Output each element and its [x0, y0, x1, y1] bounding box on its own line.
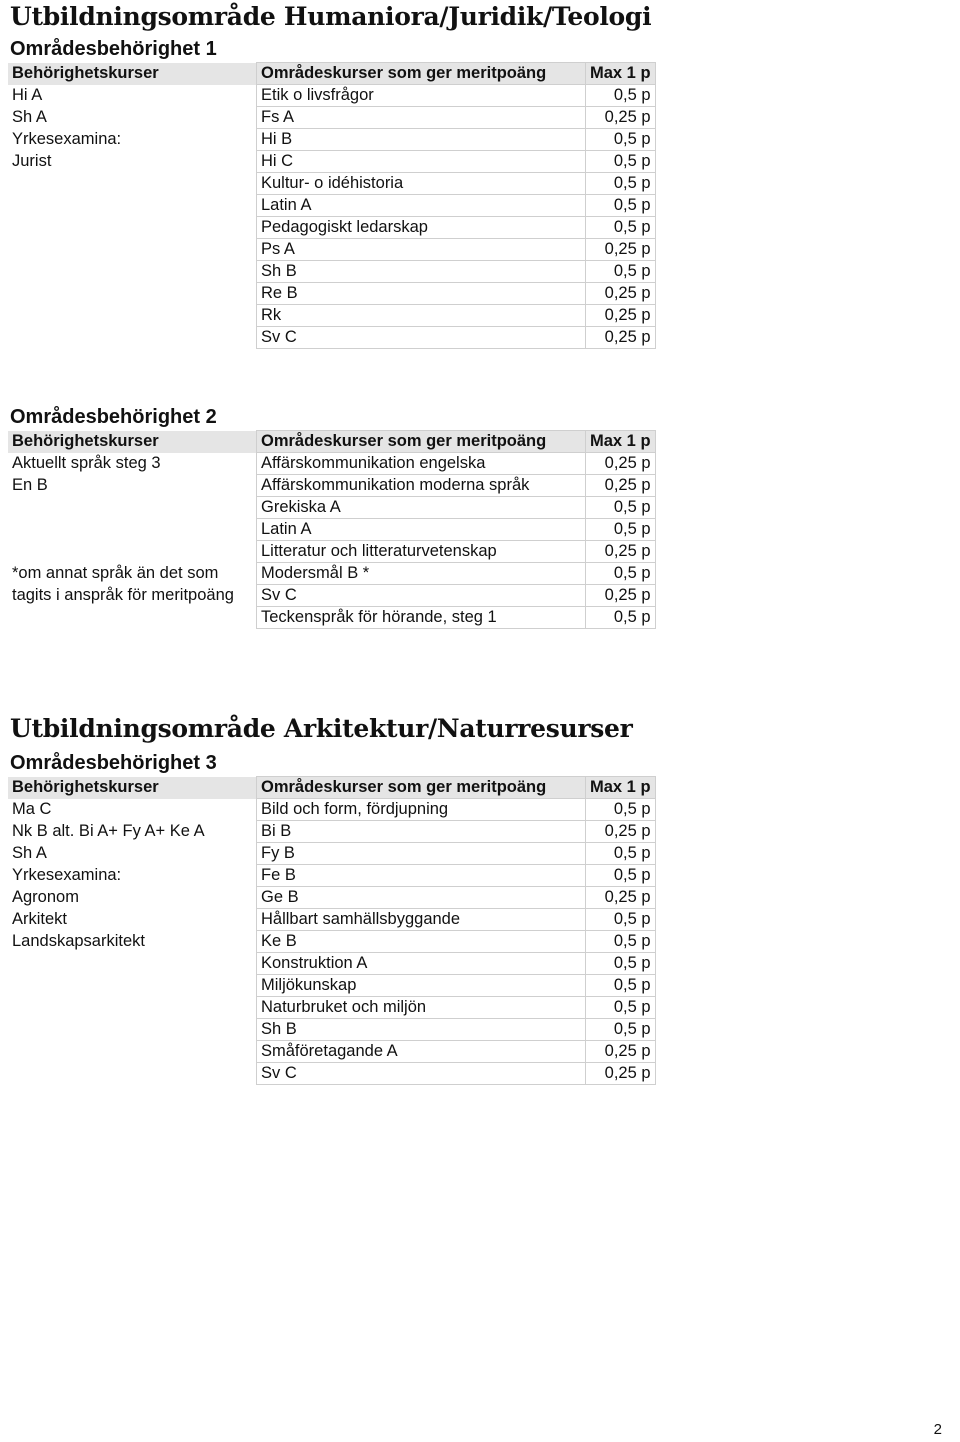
requirement-cell: Sh A: [12, 108, 47, 126]
table-row: [8, 475, 655, 497]
column-header-omradeskurser: Områdeskurser som ger meritpoäng: [257, 777, 586, 799]
requirement-cell: Yrkesexamina:: [12, 130, 122, 148]
table-row: [8, 931, 655, 953]
table-row: [8, 85, 655, 107]
points-cell: 0,5 p: [586, 195, 656, 217]
table-row: [8, 129, 655, 151]
table-row: [8, 1019, 655, 1041]
table-row: [8, 497, 655, 519]
requirement-cell: [8, 975, 257, 997]
points-cell: 0,25 p: [586, 541, 656, 563]
course-cell: Naturbruket och miljön: [257, 997, 586, 1019]
table-row: [8, 909, 655, 931]
column-header-max: Max 1 p: [586, 63, 656, 85]
course-cell: Litteratur och litteraturvetenskap: [257, 541, 586, 563]
points-cell: 0,25 p: [586, 475, 656, 497]
table-row: [8, 975, 655, 997]
table-row: [8, 887, 655, 909]
course-cell: Ps A: [257, 239, 586, 261]
requirement-cell: [8, 953, 257, 975]
table-row: [8, 585, 655, 607]
requirement-cell: Landskapsarkitekt: [12, 932, 145, 950]
table-row: [8, 151, 655, 173]
table-row: [8, 327, 655, 349]
area-title-3: Områdesbehörighet 3: [10, 752, 217, 774]
table-row: [8, 261, 655, 283]
section-title-arkitektur: Utbildningsområde Arkitektur/Naturresurser: [10, 714, 633, 743]
column-header-max: Max 1 p: [586, 431, 656, 453]
course-cell: Ke B: [257, 931, 586, 953]
course-cell: Ge B: [257, 887, 586, 909]
table-header-row: [8, 63, 655, 85]
table-row: [8, 173, 655, 195]
points-cell: 0,5 p: [586, 217, 656, 239]
points-cell: 0,5 p: [586, 129, 656, 151]
course-cell: Småföretagande A: [257, 1041, 586, 1063]
requirement-cell: Sh A: [12, 844, 47, 862]
table-row: [8, 821, 655, 843]
requirement-cell: Yrkesexamina:: [12, 866, 122, 884]
points-cell: 0,5 p: [586, 1019, 656, 1041]
requirement-cell: [8, 195, 257, 217]
points-cell: 0,25 p: [586, 327, 656, 349]
course-cell: Latin A: [257, 195, 586, 217]
table-row: [8, 563, 655, 585]
table-row: [8, 799, 655, 821]
points-cell: 0,5 p: [586, 843, 656, 865]
points-cell: 0,5 p: [586, 975, 656, 997]
table-row: [8, 953, 655, 975]
table-row: [8, 865, 655, 887]
requirement-cell: [8, 519, 257, 541]
points-cell: 0,5 p: [586, 997, 656, 1019]
course-cell: Hi C: [257, 151, 586, 173]
requirement-cell: [8, 997, 257, 1019]
table-row: [8, 519, 655, 541]
area-table-1: [8, 62, 656, 349]
requirement-cell: Hi A: [12, 86, 43, 104]
column-header-behorighetskurser: Behörighetskurser: [8, 431, 257, 453]
requirement-cell: Agronom: [12, 888, 79, 906]
table-row: [8, 217, 655, 239]
requirement-cell: [8, 327, 257, 349]
points-cell: 0,5 p: [586, 865, 656, 887]
requirement-cell: [8, 497, 257, 519]
table-row: [8, 997, 655, 1019]
course-cell: Sv C: [257, 327, 586, 349]
requirement-cell: Aktuellt språk steg 3: [12, 454, 161, 472]
points-cell: 0,5 p: [586, 151, 656, 173]
table-row: [8, 453, 655, 475]
requirement-cell: [8, 239, 257, 261]
points-cell: 0,5 p: [586, 953, 656, 975]
area-table-2: [8, 430, 656, 629]
course-cell: Teckenspråk för hörande, steg 1: [257, 607, 586, 629]
points-cell: 0,5 p: [586, 909, 656, 931]
course-cell: Miljökunskap: [257, 975, 586, 997]
course-cell: Bild och form, fördjupning: [257, 799, 586, 821]
course-cell: Fy B: [257, 843, 586, 865]
course-cell: Bi B: [257, 821, 586, 843]
requirement-cell: [8, 1063, 257, 1085]
column-header-behorighetskurser: Behörighetskurser: [8, 63, 257, 85]
course-cell: Pedagogiskt ledarskap: [257, 217, 586, 239]
course-cell: Affärskommunikation moderna språk: [257, 475, 586, 497]
course-cell: Affärskommunikation engelska: [257, 453, 586, 475]
requirement-cell: [8, 217, 257, 239]
points-cell: 0,25 p: [586, 305, 656, 327]
course-table: [8, 62, 656, 349]
course-cell: Grekiska A: [257, 497, 586, 519]
points-cell: 0,25 p: [586, 453, 656, 475]
table-header-row: [8, 431, 655, 453]
area-table-3: [8, 776, 656, 1085]
table-header-row: [8, 777, 655, 799]
requirement-cell: tagits i anspråk för meritpoäng: [12, 586, 234, 604]
course-table: [8, 776, 656, 1085]
points-cell: 0,5 p: [586, 563, 656, 585]
requirement-cell: En B: [12, 476, 48, 494]
points-cell: 0,25 p: [586, 239, 656, 261]
requirement-cell: [8, 283, 257, 305]
table-row: [8, 843, 655, 865]
requirement-cell: [8, 1019, 257, 1041]
points-cell: 0,25 p: [586, 283, 656, 305]
requirement-cell: [8, 541, 257, 563]
area-title-2: Områdesbehörighet 2: [10, 406, 217, 428]
requirement-cell: [8, 607, 257, 629]
points-cell: 0,5 p: [586, 497, 656, 519]
table-row: [8, 607, 655, 629]
requirement-cell: Nk B alt. Bi A+ Fy A+ Ke A: [12, 822, 205, 840]
column-header-max: Max 1 p: [586, 777, 656, 799]
points-cell: 0,5 p: [586, 173, 656, 195]
course-table: [8, 430, 656, 629]
table-row: [8, 1041, 655, 1063]
points-cell: 0,5 p: [586, 519, 656, 541]
course-cell: Rk: [257, 305, 586, 327]
requirement-cell: *om annat språk än det som: [12, 564, 219, 582]
points-cell: 0,25 p: [586, 821, 656, 843]
requirement-cell: [8, 1041, 257, 1063]
requirement-cell: Ma C: [12, 800, 52, 818]
course-cell: Konstruktion A: [257, 953, 586, 975]
course-cell: Latin A: [257, 519, 586, 541]
area-title-1: Områdesbehörighet 1: [10, 38, 217, 60]
section-title-humaniora: Utbildningsområde Humaniora/Juridik/Teologi: [10, 2, 652, 31]
requirement-cell: [8, 173, 257, 195]
points-cell: 0,5 p: [586, 261, 656, 283]
points-cell: 0,25 p: [586, 887, 656, 909]
points-cell: 0,25 p: [586, 1063, 656, 1085]
course-cell: Fe B: [257, 865, 586, 887]
table-row: [8, 283, 655, 305]
points-cell: 0,5 p: [586, 85, 656, 107]
course-cell: Fs A: [257, 107, 586, 129]
table-row: [8, 107, 655, 129]
requirement-cell: Arkitekt: [12, 910, 68, 928]
requirement-cell: Jurist: [12, 152, 52, 170]
table-row: [8, 541, 655, 563]
table-row: [8, 239, 655, 261]
points-cell: 0,25 p: [586, 107, 656, 129]
column-header-omradeskurser: Områdeskurser som ger meritpoäng: [257, 63, 586, 85]
points-cell: 0,25 p: [586, 585, 656, 607]
table-row: [8, 305, 655, 327]
column-header-behorighetskurser: Behörighetskurser: [8, 777, 257, 799]
points-cell: 0,25 p: [586, 1041, 656, 1063]
course-cell: Modersmål B *: [257, 563, 586, 585]
course-cell: Sv C: [257, 585, 586, 607]
requirement-cell: [8, 305, 257, 327]
requirement-cell: [8, 261, 257, 283]
course-cell: Etik o livsfrågor: [257, 85, 586, 107]
course-cell: Sv C: [257, 1063, 586, 1085]
course-cell: Sh B: [257, 1019, 586, 1041]
points-cell: 0,5 p: [586, 607, 656, 629]
course-cell: Hi B: [257, 129, 586, 151]
course-cell: Hållbart samhällsbyggande: [257, 909, 586, 931]
course-cell: Re B: [257, 283, 586, 305]
points-cell: 0,5 p: [586, 799, 656, 821]
table-row: [8, 195, 655, 217]
column-header-omradeskurser: Områdeskurser som ger meritpoäng: [257, 431, 586, 453]
page-number: 2: [933, 1421, 942, 1438]
course-cell: Kultur- o idéhistoria: [257, 173, 586, 195]
table-row: [8, 1063, 655, 1085]
points-cell: 0,5 p: [586, 931, 656, 953]
course-cell: Sh B: [257, 261, 586, 283]
